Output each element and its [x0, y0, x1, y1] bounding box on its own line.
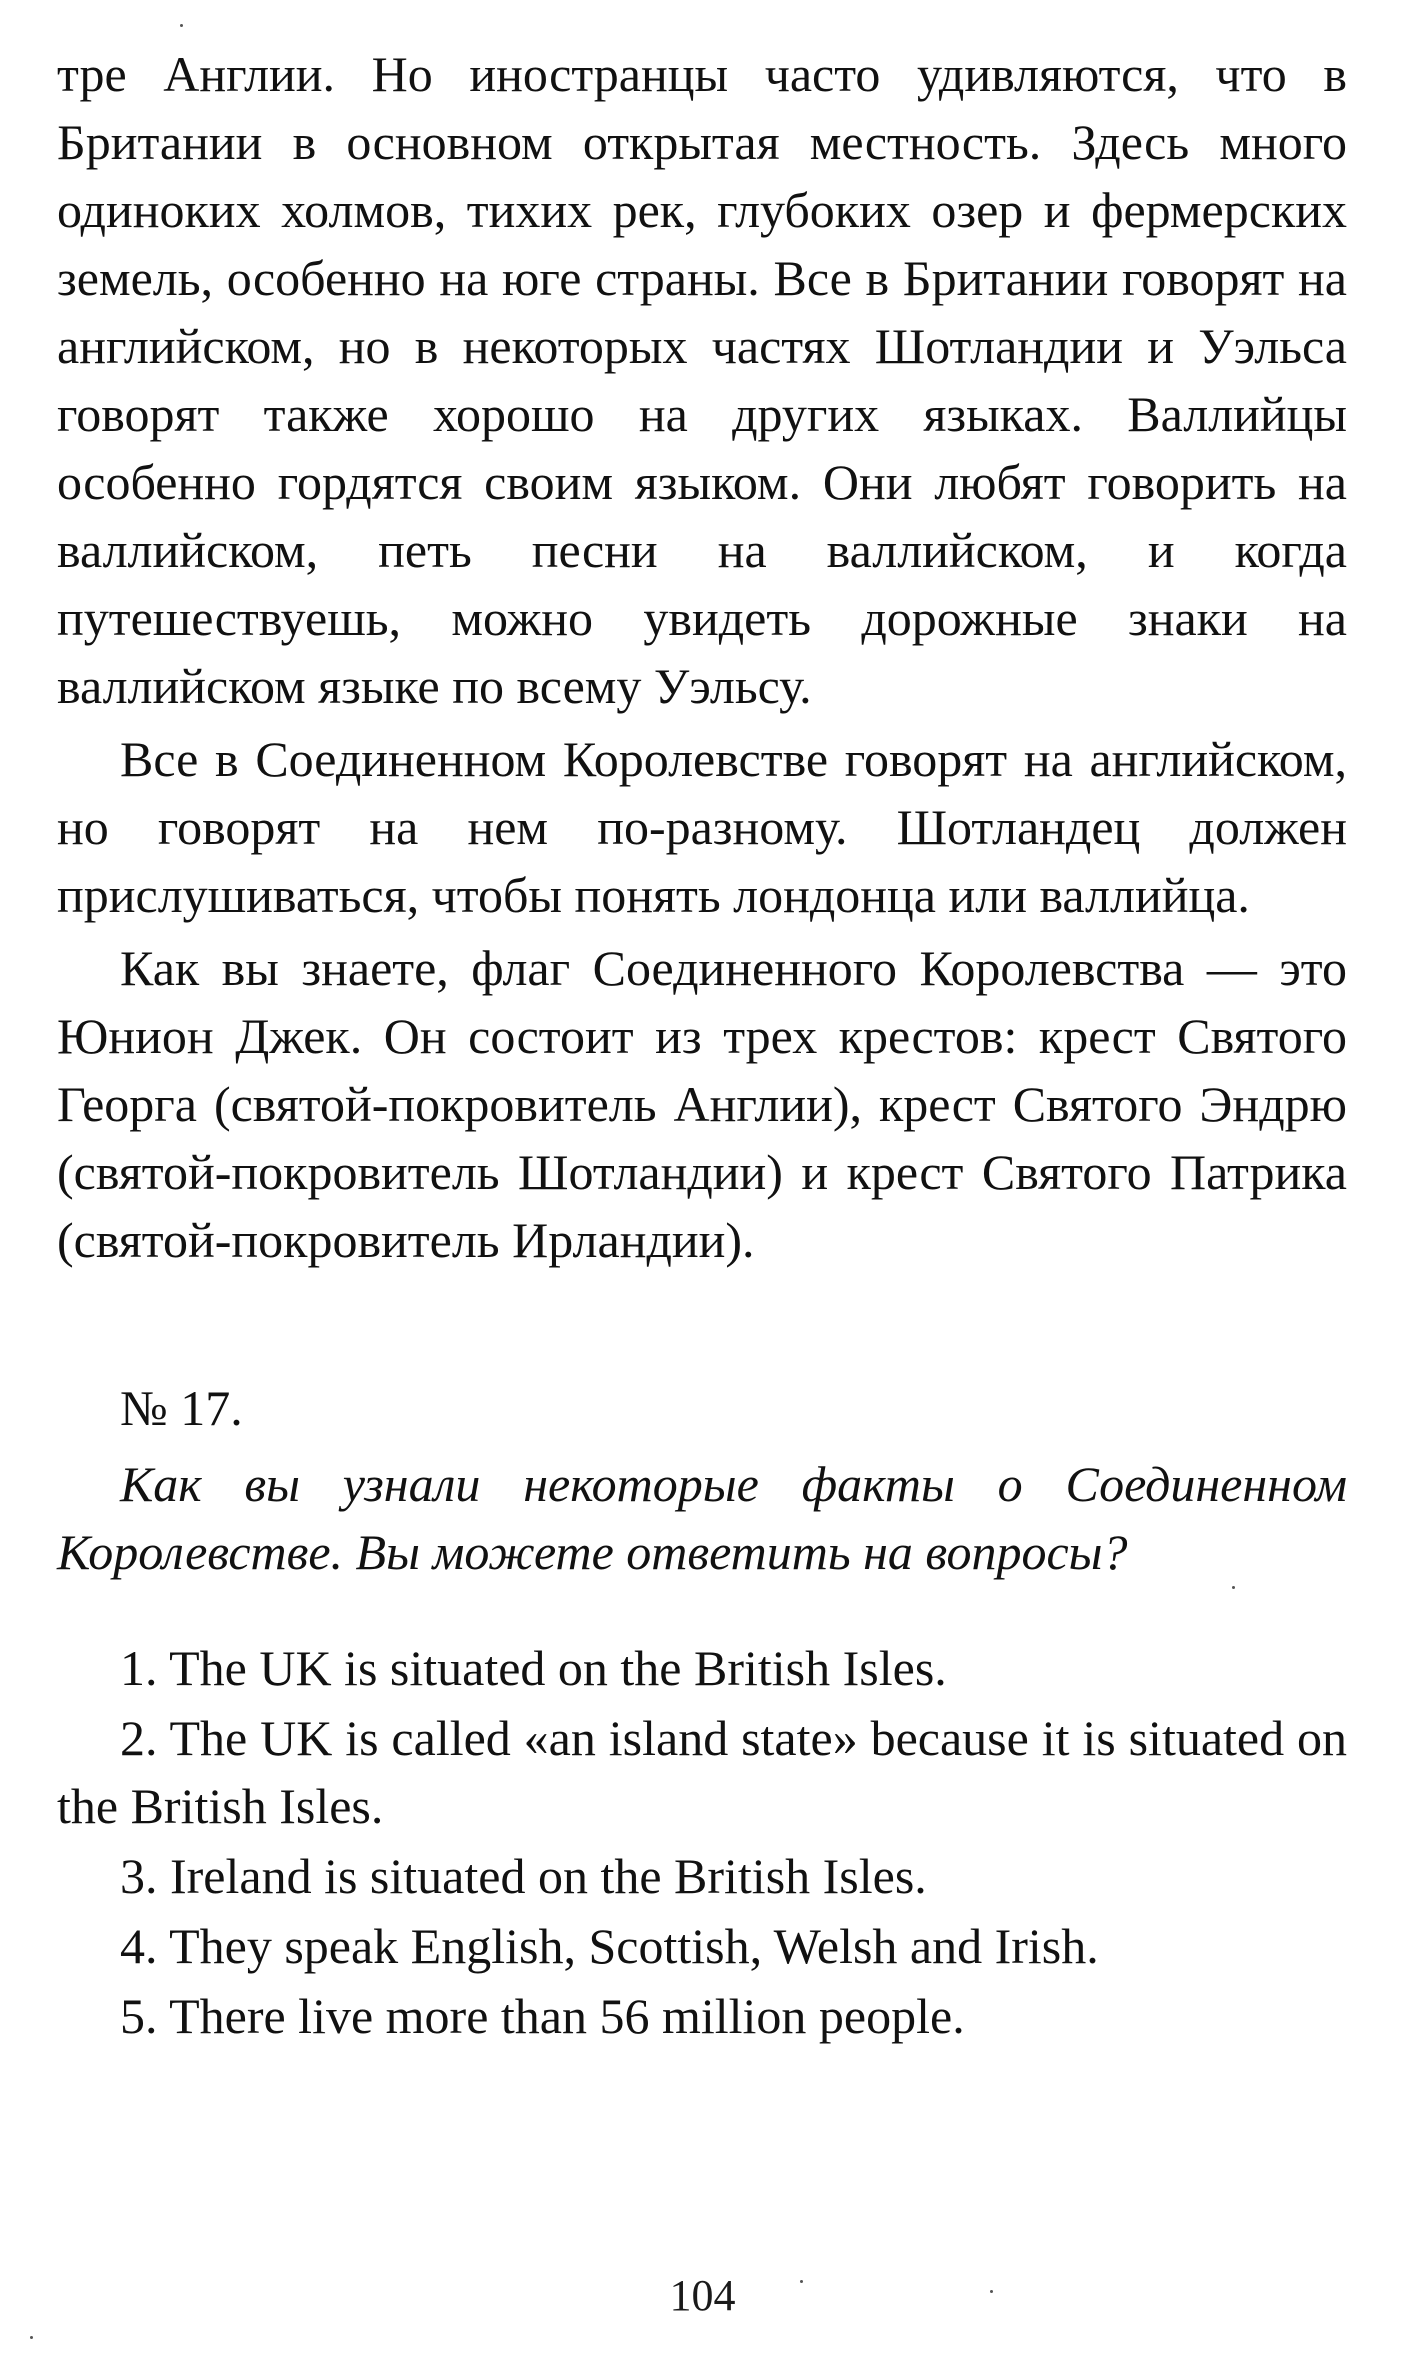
scan-speck	[800, 2280, 803, 2283]
exercise-number: № 17.	[120, 1380, 243, 1436]
answer-list	[57, 1634, 1347, 2050]
scan-speck	[990, 2290, 993, 2293]
paragraph-2: Все в Соединенном Королевстве говорят на английском, но говорят на нем по-разному. Шотландец должен прислушиваться, чтобы понять лондонца или валлийца.	[57, 731, 1347, 923]
page-content	[57, 40, 1347, 2050]
answer-item: 5. There live more than 56 million people.	[120, 1988, 965, 2044]
answer-item: 2. The UK is called «an island state» because it is situated on the British Isles.	[57, 1710, 1347, 1834]
paragraph-1: тре Англии. Но иностранцы часто удивляются, что в Британии в основном открытая местность. Здесь много одиноких холмов, тихих рек, глубоких озер и фермерских земель, особенно на юге страны. Все в Британии говорят на английском, но в некоторых частях Шотландии и Уэльса говорят также хорошо на других языках. Валлийцы особенно гордятся своим языком. Они любят говорить на валлийском, петь песни на валлийском, и когда путешествуешь, можно увидеть дорожные знаки на валлийском языке по всему Уэльсу.	[57, 46, 1347, 714]
answer-item: 1. The UK is situated on the British Isles.	[120, 1640, 947, 1696]
answer-item: 4. They speak English, Scottish, Welsh and Irish.	[120, 1918, 1099, 1974]
paragraph-3: Как вы знаете, флаг Соединенного Королевства — это Юнион Джек. Он состоит из трех крестов: крест Святого Георга (святой-покровитель Англии), крест Святого Эндрю (святой-покровитель Шотландии) и крест Святого Патрика (святой-покровитель Ирландии).	[57, 940, 1347, 1268]
exercise-task: Как вы узнали некоторые факты о Соединенном Королевстве. Вы можете ответить на вопросы?	[57, 1456, 1347, 1580]
scan-speck	[1232, 1586, 1235, 1589]
page-number: 104	[669, 2271, 736, 2320]
scan-speck	[30, 2336, 33, 2339]
answer-item: 3. Ireland is situated on the British Isles.	[120, 1848, 927, 1904]
scan-speck	[180, 24, 183, 27]
